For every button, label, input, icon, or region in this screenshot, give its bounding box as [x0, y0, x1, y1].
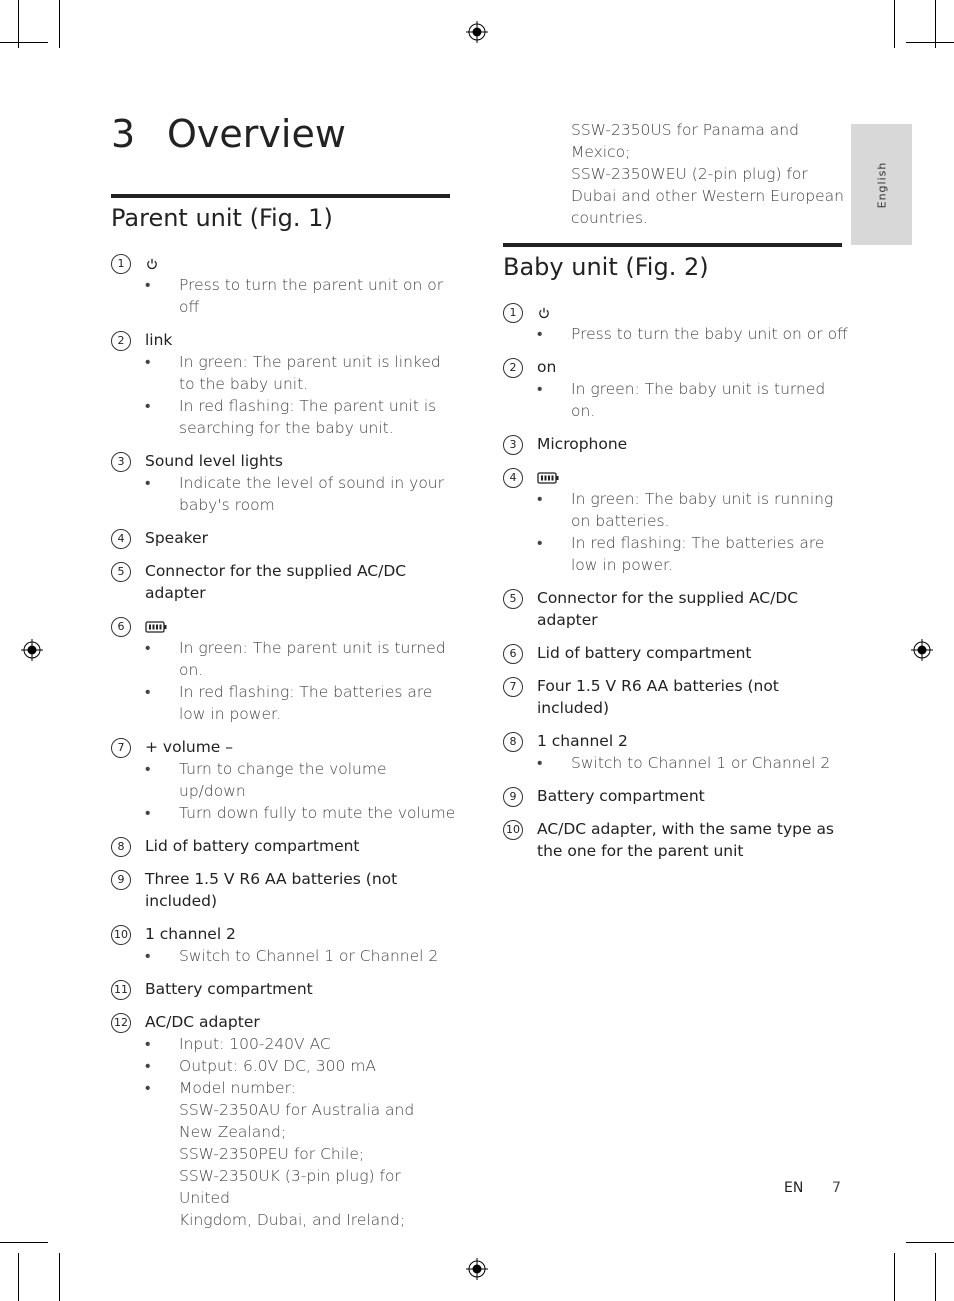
item-title: Three 1.5 V R6 AA batteries (not included) [145, 870, 398, 910]
crop-mark [18, 1253, 19, 1301]
footer-language: EN [784, 1180, 804, 1196]
item-title: Sound level lights [145, 452, 283, 470]
crop-mark [935, 1253, 936, 1301]
list-item [503, 301, 848, 345]
item-number-badge: 9 [503, 787, 523, 807]
bullet-list [145, 472, 456, 516]
registration-mark-icon [911, 639, 933, 661]
item-title: Lid of battery compartment [537, 644, 752, 662]
item-number-badge: 5 [111, 562, 131, 582]
crop-mark [59, 0, 60, 48]
registration-mark-icon [466, 21, 488, 43]
power-icon [537, 301, 848, 323]
bullet-item: • In red flashing: The batteries are low in power. [145, 681, 456, 725]
list-item [111, 923, 456, 967]
item-number-badge: 3 [503, 435, 523, 455]
battery-icon [537, 466, 848, 488]
item-title: Speaker [145, 529, 209, 547]
item-title: AC/DC adapter, with the same type as the one for the parent unit [537, 820, 835, 860]
chapter-title [111, 112, 346, 156]
list-item [503, 642, 848, 664]
item-number-badge: 3 [111, 452, 131, 472]
item-number-badge: 11 [111, 980, 131, 1000]
list-item [503, 818, 848, 862]
bullet-item: • Press to turn the baby unit on or off [537, 323, 848, 345]
item-title: Microphone [537, 435, 628, 453]
item-number-badge: 6 [111, 617, 131, 637]
registration-mark-icon [466, 1258, 488, 1280]
bullet-item: • Turn down fully to mute the volume [145, 802, 456, 824]
bullet-item: • Input: 100-240V AC [145, 1033, 456, 1055]
list-item [111, 868, 456, 912]
bullet-list [537, 323, 848, 345]
crop-mark [0, 42, 48, 43]
item-title: 1 channel 2 [145, 925, 236, 943]
bullet-list [537, 488, 848, 576]
bullet-item: • Output: 6.0V DC, 300 mA [145, 1055, 456, 1077]
registration-mark-icon [21, 639, 43, 661]
list-item [111, 615, 456, 725]
bullet-list [537, 752, 848, 774]
bullet-item: • In green: The baby unit is running on batteries. [537, 488, 848, 532]
item-number-badge: 2 [503, 358, 523, 378]
list-item [111, 560, 456, 604]
item-title: Four 1.5 V R6 AA batteries (not included) [537, 677, 779, 717]
model-number-line: SSW-2350WEU (2-pin plug) for [571, 165, 808, 183]
page-number: 7 [832, 1180, 841, 1196]
crop-mark [935, 0, 936, 48]
item-number-badge: 1 [111, 254, 131, 274]
item-number-badge: 2 [111, 331, 131, 351]
item-number-badge: 12 [111, 1013, 131, 1033]
item-number-badge: 7 [503, 677, 523, 697]
item-title: AC/DC adapter [145, 1013, 260, 1031]
bullet-item-model-number [145, 1077, 456, 1231]
item-number-badge: 7 [111, 738, 131, 758]
model-number-line: SSW-2350PEU for Chile; [179, 1145, 365, 1163]
list-item [503, 466, 848, 576]
bullet-list [145, 351, 456, 439]
list-item [111, 736, 456, 824]
model-number-continued [571, 119, 851, 229]
model-number-line: SSW-2350UK (3-pin plug) for United [179, 1167, 401, 1207]
bullet-list [145, 945, 456, 967]
list-item [111, 835, 456, 857]
item-title: Battery compartment [537, 787, 705, 805]
bullet-list [537, 378, 848, 422]
crop-mark [894, 1253, 895, 1301]
item-number-badge: 9 [111, 870, 131, 890]
crop-mark [18, 0, 19, 48]
item-number-badge: 8 [111, 837, 131, 857]
item-number-badge: 10 [503, 820, 523, 840]
power-icon [145, 252, 456, 274]
crop-mark [906, 1242, 954, 1243]
list-item [111, 329, 456, 439]
list-item [111, 527, 456, 549]
bullet-list [145, 758, 456, 824]
item-number-badge: 4 [503, 468, 523, 488]
list-item [503, 675, 848, 719]
parent-unit-heading [111, 194, 450, 232]
bullet-item: • Indicate the level of sound in your baby's room [145, 472, 456, 516]
bullet-list [145, 1033, 456, 1231]
list-item [111, 1011, 456, 1231]
language-tab-label: English [875, 161, 888, 208]
crop-mark [894, 0, 895, 48]
model-number-label: • Model number: [179, 1079, 296, 1097]
bullet-item: • Press to turn the parent unit on or off [145, 274, 456, 318]
list-item [111, 252, 456, 318]
item-number-badge: 10 [111, 925, 131, 945]
bullet-list [145, 274, 456, 318]
baby-unit-heading [503, 243, 842, 281]
language-tab [851, 124, 912, 245]
model-number-line: SSW-2350AU for Australia and [179, 1101, 415, 1119]
item-title: Battery compartment [145, 980, 313, 998]
model-number-line: Kingdom, Dubai, and Ireland; [179, 1211, 406, 1229]
bullet-item: • In green: The parent unit is turned on. [145, 637, 456, 681]
chapter-title-text: Overview [167, 112, 346, 156]
bullet-item: • Turn to change the volume up/down [145, 758, 456, 802]
item-title: + volume – [145, 738, 234, 756]
list-item [503, 356, 848, 422]
list-item [503, 587, 848, 631]
parent-unit-list [111, 252, 456, 1242]
model-number-line: New Zealand; [179, 1123, 287, 1141]
item-title: link [145, 331, 173, 349]
bullet-list [145, 637, 456, 725]
model-number-line: SSW-2350US for Panama and Mexico; [571, 121, 799, 161]
item-number-badge: 6 [503, 644, 523, 664]
bullet-item: • In red flashing: The parent unit is searching for the baby unit. [145, 395, 456, 439]
item-title: on [537, 358, 557, 376]
baby-unit-heading-text: Baby unit (Fig. 2) [503, 253, 709, 281]
bullet-item: • In green: The baby unit is turned on. [537, 378, 848, 422]
item-number-badge: 5 [503, 589, 523, 609]
list-item [111, 450, 456, 516]
model-number-line: countries. [571, 209, 648, 227]
item-title: Lid of battery compartment [145, 837, 360, 855]
item-title: Connector for the supplied AC/DC adapter [537, 589, 799, 629]
item-title: Connector for the supplied AC/DC adapter [145, 562, 407, 602]
item-number-badge: 1 [503, 303, 523, 323]
bullet-item: • Switch to Channel 1 or Channel 2 [537, 752, 848, 774]
crop-mark [906, 42, 954, 43]
crop-mark [59, 1253, 60, 1301]
battery-icon [145, 615, 456, 637]
item-number-badge: 4 [111, 529, 131, 549]
list-item [503, 785, 848, 807]
chapter-number: 3 [111, 112, 136, 156]
baby-unit-list [503, 301, 848, 873]
bullet-item: • Switch to Channel 1 or Channel 2 [145, 945, 456, 967]
list-item [503, 730, 848, 774]
item-number-badge: 8 [503, 732, 523, 752]
model-number-line: Dubai and other Western European [571, 187, 844, 205]
bullet-item: • In red flashing: The batteries are low in power. [537, 532, 848, 576]
list-item [111, 978, 456, 1000]
parent-unit-heading-text: Parent unit (Fig. 1) [111, 204, 333, 232]
crop-mark [0, 1242, 48, 1243]
bullet-item: • In green: The parent unit is linked to the baby unit. [145, 351, 456, 395]
list-item [503, 433, 848, 455]
item-title: 1 channel 2 [537, 732, 628, 750]
